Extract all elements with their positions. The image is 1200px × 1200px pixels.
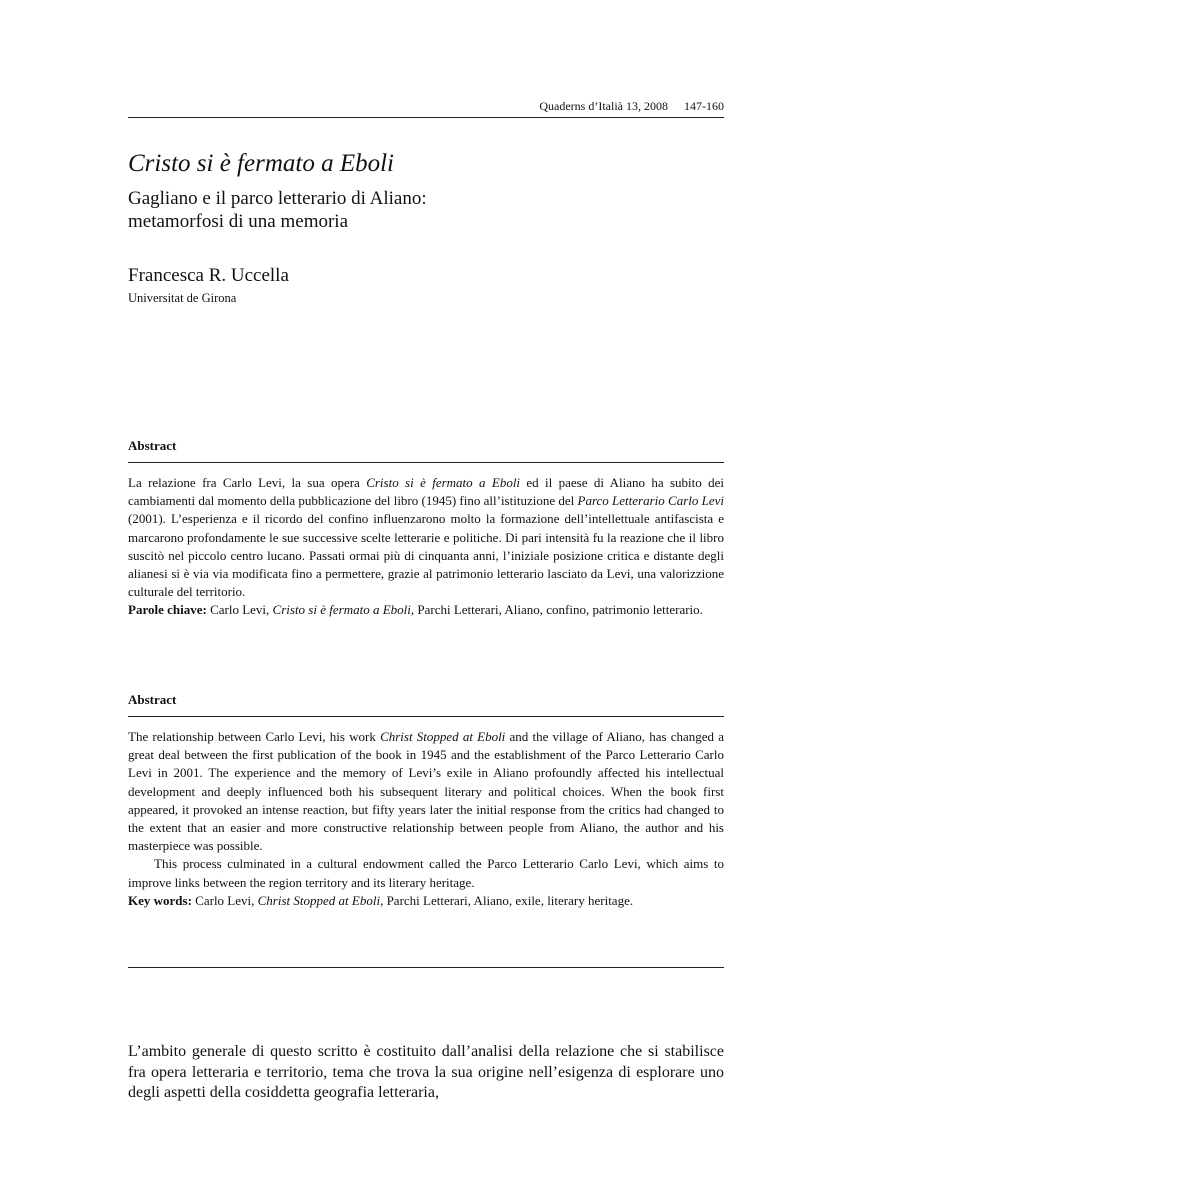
header-rule [128, 117, 724, 118]
running-head [539, 99, 724, 114]
book-title: Cristo si è fermato a Eboli [272, 602, 411, 618]
book-title: Christ Stopped at Eboli [380, 729, 506, 744]
abstract-body-it [128, 474, 724, 620]
keywords-en [128, 892, 724, 910]
subtitle-line: metamorfosi di una memoria [128, 211, 349, 232]
main-text [128, 1042, 724, 1104]
park-title: Parco Letterario Carlo Levi [577, 493, 724, 509]
abstract-text: The relationship between Carlo Levi, his work [128, 729, 381, 744]
keywords-text: Carlo Levi, [206, 602, 273, 618]
keywords-label: Key words: [128, 892, 192, 908]
journal-citation: Quaderns d’Italià 13, 2008 [539, 99, 668, 113]
abstract-text: (2001). L’esperienza e il ricordo del confino influenzarono molto la formazione dell’intellettuale antifascista e marcarono profondamente le sue successive scelte letterarie e politiche. Di pari intensità fu la reazione che il libro suscitò nel piccolo centro lucano. Passati ormai più di cinquanta anni, l’iniziale posizione critica e distante degli alianesi si è via via modificata fino a permettere, grazie al patrimonio letterario lasciato da Levi, una valorizzione culturale del territorio. [128, 511, 724, 600]
article-title: Cristo si è fermato a Eboli [128, 150, 394, 177]
abstract-heading-it: Abstract [128, 438, 177, 453]
subtitle-line: Gagliano e il parco letterario di Aliano: [128, 188, 427, 209]
abstract-heading-en: Abstract [128, 692, 177, 707]
abstract-paragraph-it [128, 474, 724, 601]
abstract-paragraph-en [128, 728, 724, 855]
article-subtitle [128, 187, 427, 233]
keywords-label: Parole chiave: [128, 602, 207, 618]
abstract-rule-bottom [128, 967, 724, 968]
keywords-text: , Parchi Letterari, Aliano, exile, literary heritage. [380, 892, 634, 908]
keywords-it [128, 601, 724, 619]
author-affiliation: Universitat de Girona [128, 291, 237, 305]
abstract-text: and the village of Aliano, has changed a great deal between the first publication of the book in 1945 and the establishment of the Parco Letterario Carlo Levi in 2001. The experience and the memory of Levi’s exile in Aliano profoundly affected his intellectual development and deeply influenced both his subsequent literary and political choices. When the book first appeared, it provoked an intense reaction, but fifty years later the initial response from the critics had changed to the extent that an easier and more constructive relationship between people from Aliano, the author and his masterpiece was possible. [128, 729, 724, 854]
abstract-paragraph-en: This process culminated in a cultural endowment called the Parco Letterario Carlo Levi, which aims to improve links between the region territory and its literary heritage. [128, 856, 724, 890]
abstract-rule-top-en [128, 716, 724, 717]
book-title: Cristo si è fermato a Eboli [366, 475, 521, 490]
keywords-text: , Parchi Letterari, Aliano, confino, patrimonio letterario. [410, 602, 703, 618]
abstract-text: La relazione fra Carlo Levi, la sua opera [128, 475, 367, 490]
page-range: 147-160 [684, 99, 724, 113]
body-paragraph: L’ambito generale di questo scritto è costituito dall’analisi della relazione che si stabilisce fra opera letteraria e territorio, tema che trova la sua origine nell’esigenza di esplorare uno degli aspetti della cosiddetta geografia letteraria, [128, 1043, 724, 1101]
keywords-text: Carlo Levi, [191, 892, 258, 908]
abstract-text: ed il paese di Aliano ha subito dei cambiamenti dal momento della pubblicazione del libro (1945) fino all’istituzione del [128, 475, 724, 509]
abstract-rule-top-it [128, 462, 724, 463]
book-title: Christ Stopped at Eboli [257, 892, 381, 908]
author-name: Francesca R. Uccella [128, 265, 289, 286]
abstract-body-en [128, 728, 724, 910]
